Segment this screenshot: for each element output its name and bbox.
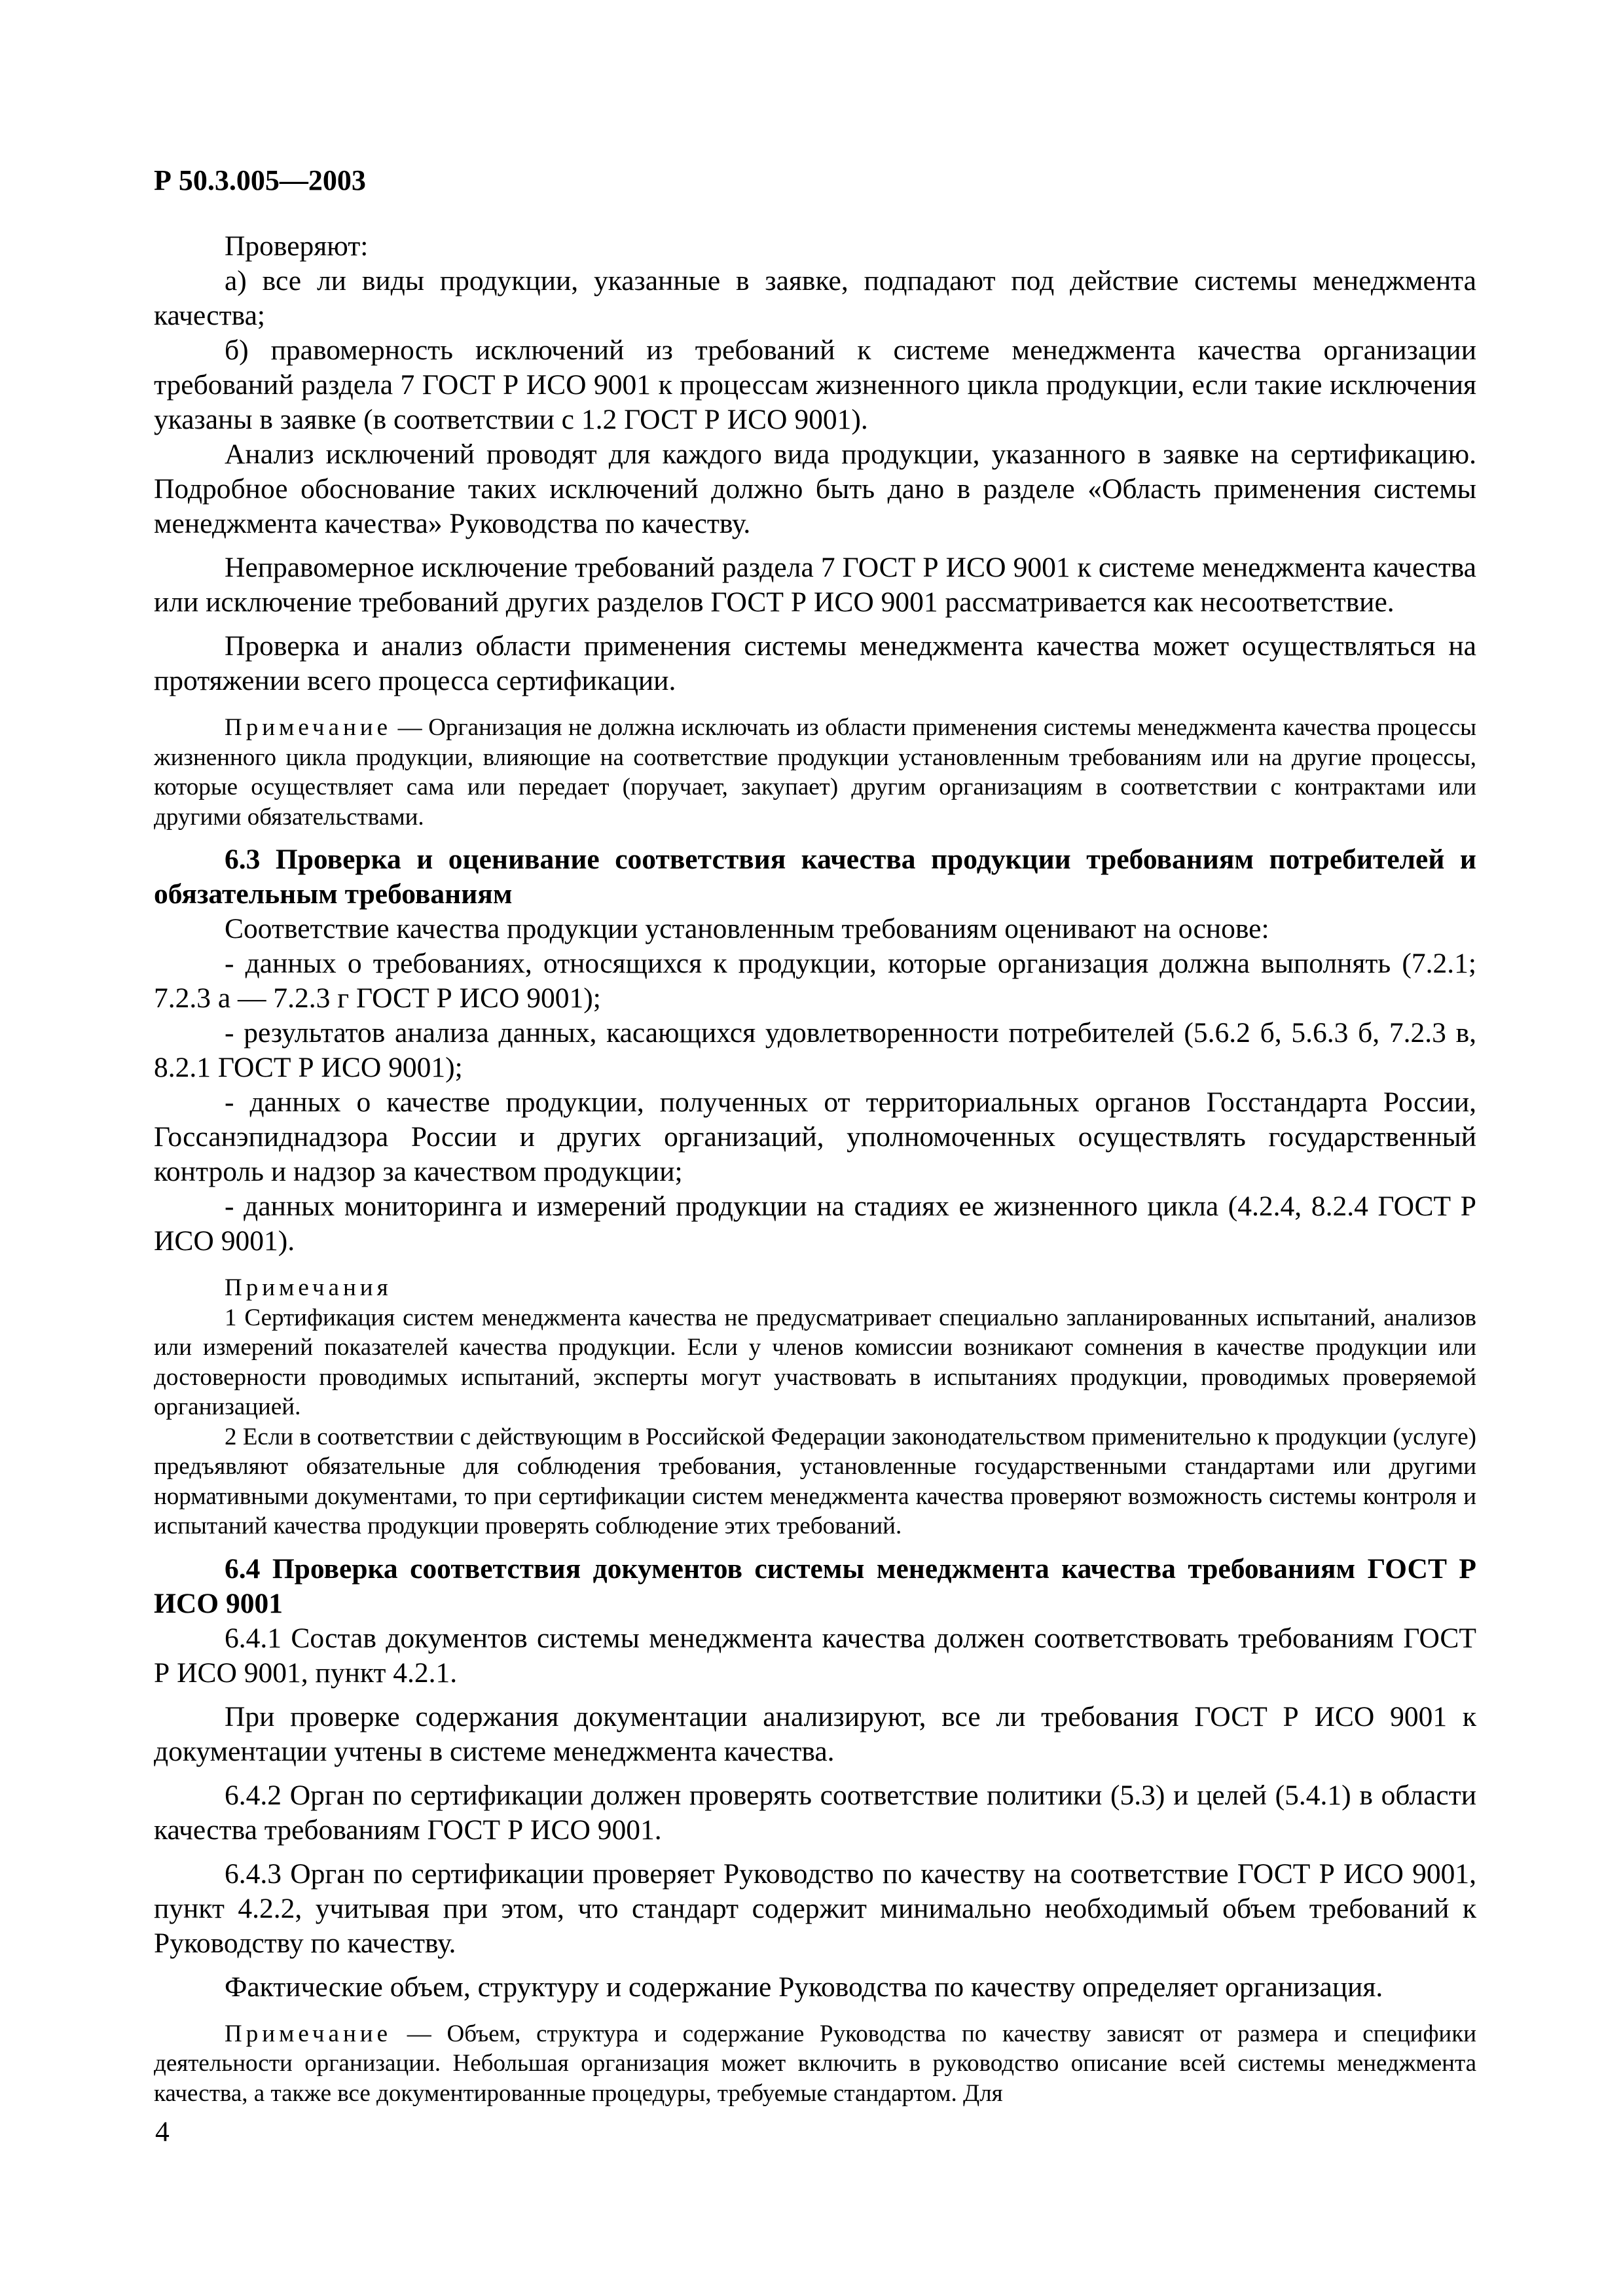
list-item: - результатов анализа данных, касающихся удовлетворенности потребителей (5.6.2 б, 5.6.3 б, 7.2.3 в, 8.2.1 ГОСТ Р ИСО 9001); <box>154 1017 1476 1083</box>
section-heading: 6.3 Проверка и оценивание соответствия качества продукции требованиям потребителей и обязательным требованиям <box>154 844 1476 910</box>
page-number: 4 <box>155 2116 170 2147</box>
note-label: Примечание <box>225 2020 392 2047</box>
paragraph: Проверяют: <box>225 230 369 262</box>
note-item: 1 Сертификация систем менеджмента качества не предусматривает специально запланированных испытаний, анализов или измерений показателей качества продукции. Если у членов комиссии возникают сомнения в качестве продукции или достоверности проводимых испытаний, эксперты могут участвовать в испытаниях продукции, проводимых проверяемой организацией. <box>154 1304 1476 1420</box>
paragraph: 6.4.1 Состав документов системы менеджмента качества должен соответствовать требованиям ГОСТ Р ИСО 9001, пункт 4.2.1. <box>154 1622 1476 1689</box>
list-item: а) все ли виды продукции, указанные в заявке, подпадают под действие системы менеджмента качества; <box>154 265 1476 331</box>
note <box>154 713 1476 832</box>
paragraph: 6.4.3 Орган по сертификации проверяет Руководство по качеству на соответствие ГОСТ Р ИСО 9001, пункт 4.2.2, учитывая при этом, что стандарт содержит минимально необходимый объем требований к Руководству по качеству. <box>154 1857 1476 1959</box>
paragraph: Неправомерное исключение требований раздела 7 ГОСТ Р ИСО 9001 к системе менеджмента качества или исключение требований других разделов ГОСТ Р ИСО 9001 рассматривается как несоответствие. <box>154 552 1476 618</box>
paragraph: Проверка и анализ области применения системы менеджмента качества может осуществляться на протяжении всего процесса сертификации. <box>154 630 1476 696</box>
paragraph: Анализ исключений проводят для каждого вида продукции, указанного в заявке на сертификацию. Подробное обоснование таких исключений должно быть дано в разделе «Область применения системы менеджмента качества» Руководства по качеству. <box>154 439 1476 539</box>
list-item: - данных о требованиях, относящихся к продукции, которые организация должна выполнять (7.2.1; 7.2.3 а — 7.2.3 г ГОСТ Р ИСО 9001); <box>154 948 1476 1014</box>
note-text: — Организация не должна исключать из области применения системы менеджмента качества процессы жизненного цикла продукции, влияющие на соответствие продукции установленным требованиям или на другие процессы, которые осуществляет сама или передает (поручает, закупает) другим организациям в соответствии с контрактами или другими обязательствами. <box>154 714 1476 831</box>
list-item: б) правомерность исключений из требований к системе менеджмента качества организации требований раздела 7 ГОСТ Р ИСО 9001 к процессам жизненного цикла продукции, если такие исключения указаны в заявке (в соответствии с 1.2 ГОСТ Р ИСО 9001). <box>154 334 1476 435</box>
standard-header: Р 50.3.005—2003 <box>154 164 366 196</box>
list-item: - данных о качестве продукции, полученных от территориальных органов Госстандарта России, Госсанэпиднадзора России и других организаций, уполномоченных осуществлять государственный контроль и надзор за качеством продукции; <box>154 1086 1476 1187</box>
note-text: — Объем, структура и содержание Руководства по качеству зависят от размера и специфики деятельности организации. Небольшая организация может включить в руководство описание всей системы менеджмента качества, а также все документированные процедуры, требуемые стандартом. Для <box>154 2020 1476 2107</box>
document-body <box>154 229 1476 2108</box>
notes-title-text: Примечания <box>225 1274 392 1301</box>
paragraph: Фактические объем, структуру и содержание Руководства по качеству определяет организация. <box>225 1971 1383 2003</box>
paragraph: При проверке содержания документации анализируют, все ли требования ГОСТ Р ИСО 9001 к документации учтены в системе менеджмента качества. <box>154 1700 1476 1767</box>
note-label: Примечание <box>225 714 392 741</box>
notes-title <box>154 1273 1476 1303</box>
paragraph: 6.4.2 Орган по сертификации должен проверять соответствие политики (5.3) и целей (5.4.1) в области качества требованиям ГОСТ Р ИСО 9001. <box>154 1779 1476 1846</box>
paragraph: Соответствие качества продукции установленным требованиям оценивают на основе: <box>225 913 1269 944</box>
section-heading: 6.4 Проверка соответствия документов системы менеджмента качества требованиям ГОСТ Р ИСО 9001 <box>154 1552 1476 1619</box>
note <box>154 2019 1476 2109</box>
list-item: - данных мониторинга и измерений продукции на стадиях ее жизненного цикла (4.2.4, 8.2.4 ГОСТ Р ИСО 9001). <box>154 1191 1476 1257</box>
note-item: 2 Если в соответствии с действующим в Российской Федерации законодательством применительно к продукции (услуге) предъявляют обязательные для соблюдения требования, установленные государственными стандартами или другими нормативными документами, то при сертификации систем менеджмента качества проверяют возможность системы контроля и испытаний качества продукции проверять соблюдение этих требований. <box>154 1423 1476 1539</box>
